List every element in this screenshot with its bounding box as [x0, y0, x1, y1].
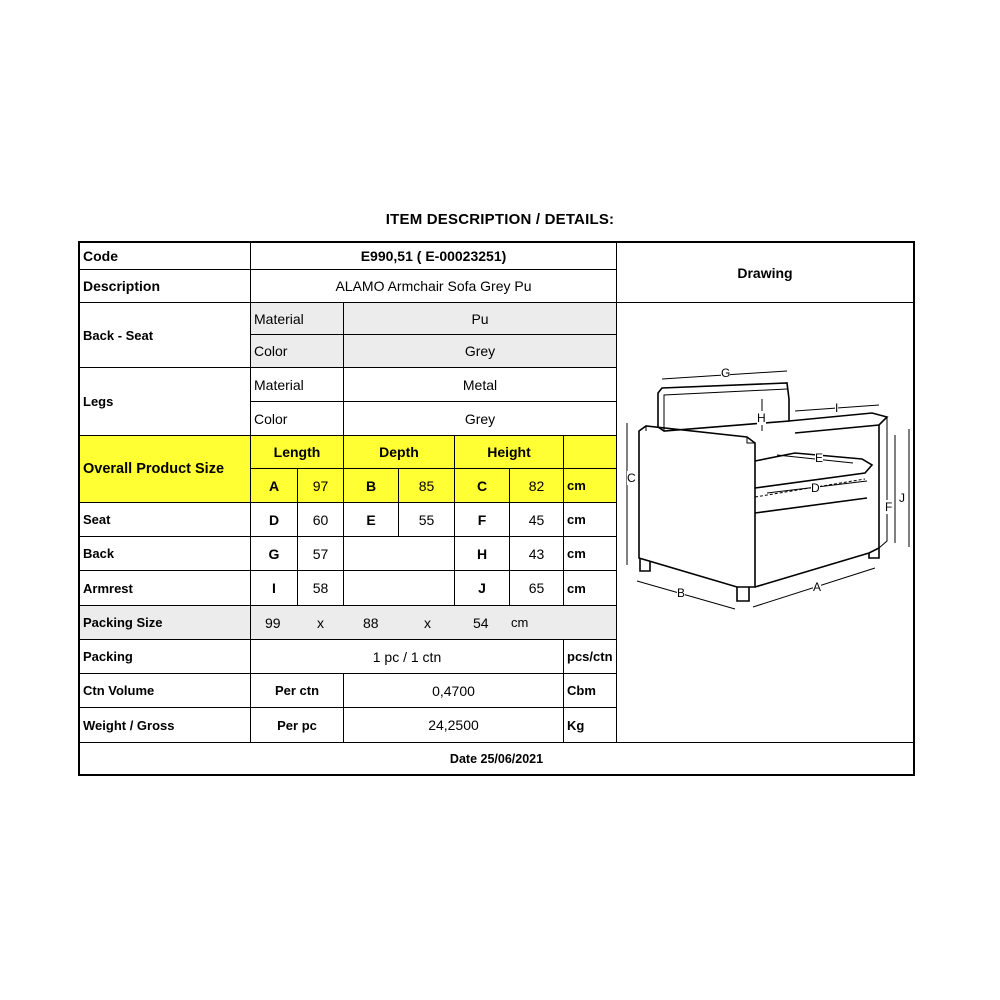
overall-unit: cm — [564, 469, 617, 503]
ctn-volume-label: Ctn Volume — [80, 674, 251, 708]
drawing-header: Drawing — [617, 243, 913, 303]
legs-label: Legs — [80, 368, 251, 436]
description-value: ALAMO Armchair Sofa Grey Pu — [251, 270, 617, 303]
label-h: H — [757, 411, 766, 425]
weight-label: Weight / Gross — [80, 708, 251, 743]
ctn-volume-per: Per ctn — [251, 674, 344, 708]
dim-c-letter: C — [455, 469, 510, 503]
dim-a-value: 97 — [298, 469, 344, 503]
back-seat-color: Grey — [344, 335, 617, 368]
label-c: C — [627, 471, 636, 485]
right-armrest-front — [869, 425, 879, 553]
armrest-label: Armrest — [80, 571, 251, 606]
legs-material-label: Material — [251, 368, 344, 402]
label-e: E — [815, 451, 824, 465]
length-header: Length — [251, 436, 344, 469]
backrest-inner-line — [664, 389, 787, 431]
packing-size-unit: cm — [511, 615, 529, 630]
back-seat-material: Pu — [344, 303, 617, 335]
dim-b-value: 85 — [399, 469, 455, 503]
packing-x1: x — [317, 614, 324, 631]
spec-sheet — [78, 241, 915, 776]
packing-unit: pcs/ctn — [564, 640, 617, 674]
packing-x2: x — [424, 614, 431, 631]
weight-unit: Kg — [564, 708, 617, 743]
ctn-volume-unit: Cbm — [564, 674, 617, 708]
weight-per: Per pc — [251, 708, 344, 743]
label-f: F — [885, 500, 893, 514]
dim-e-letter: E — [344, 503, 399, 537]
code-value: E990,51 ( E-00023251) — [251, 243, 617, 270]
dim-f-value: 45 — [510, 503, 564, 537]
dim-i-letter: I — [251, 571, 298, 606]
drawing-area — [617, 303, 913, 743]
dim-g-value: 57 — [298, 537, 344, 571]
back-label: Back — [80, 537, 251, 571]
code-label: Code — [80, 243, 251, 270]
legs-color-label: Color — [251, 402, 344, 436]
dim-f-letter: F — [455, 503, 510, 537]
label-i: I — [835, 401, 839, 415]
packing-height: 54 — [473, 614, 489, 631]
weight-value: 24,2500 — [344, 708, 564, 743]
dim-c-value: 82 — [510, 469, 564, 503]
dim-i-value: 58 — [298, 571, 344, 606]
date-footer: Date 25/06/2021 — [449, 751, 544, 766]
right-armrest-top — [789, 413, 887, 433]
label-d: D — [811, 481, 820, 495]
packing-label: Packing — [80, 640, 251, 674]
dim-j-letter: J — [455, 571, 510, 606]
right-armrest-side — [879, 417, 887, 548]
dim-a-letter: A — [251, 469, 298, 503]
armrest-empty — [344, 571, 455, 606]
dim-g-letter: G — [251, 537, 298, 571]
armrest-unit: cm — [564, 571, 617, 606]
dim-d-letter: D — [251, 503, 298, 537]
base-line — [755, 553, 869, 587]
legs-material: Metal — [344, 368, 617, 402]
back-seat-material-label: Material — [251, 303, 344, 335]
dim-b-letter: B — [344, 469, 399, 503]
back-empty — [344, 537, 455, 571]
seat-front-line — [755, 498, 867, 513]
dim-e-value: 55 — [399, 503, 455, 537]
packing-width: 88 — [363, 614, 379, 631]
dim-h-letter: H — [455, 537, 510, 571]
left-armrest-block — [639, 426, 755, 587]
label-j: J — [899, 491, 905, 505]
label-b: B — [677, 586, 686, 600]
document-title: ITEM DESCRIPTION / DETAILS: — [385, 211, 615, 228]
packing-value: 1 pc / 1 ctn — [251, 640, 564, 674]
packing-size-value — [251, 606, 617, 640]
leg-front — [737, 587, 749, 601]
dim-j-value: 65 — [510, 571, 564, 606]
height-header: Height — [455, 436, 564, 469]
packing-length: 99 — [265, 614, 281, 631]
back-seat-label: Back - Seat — [80, 303, 251, 368]
dim-b-line — [637, 581, 735, 609]
overall-size-label: Overall Product Size — [80, 436, 251, 503]
back-unit: cm — [564, 537, 617, 571]
depth-header: Depth — [344, 436, 455, 469]
packing-size-label: Packing Size — [80, 606, 251, 640]
dimension-lines — [627, 371, 909, 609]
description-label: Description — [80, 270, 251, 303]
seat-label: Seat — [80, 503, 251, 537]
legs-color: Grey — [344, 402, 617, 436]
overall-header-blank — [564, 436, 617, 469]
dim-d-value: 60 — [298, 503, 344, 537]
label-g: G — [721, 366, 731, 380]
label-a: A — [813, 580, 822, 594]
ctn-volume-value: 0,4700 — [344, 674, 564, 708]
seat-unit: cm — [564, 503, 617, 537]
armchair-drawing — [617, 303, 913, 743]
dim-h-value: 43 — [510, 537, 564, 571]
back-seat-color-label: Color — [251, 335, 344, 368]
